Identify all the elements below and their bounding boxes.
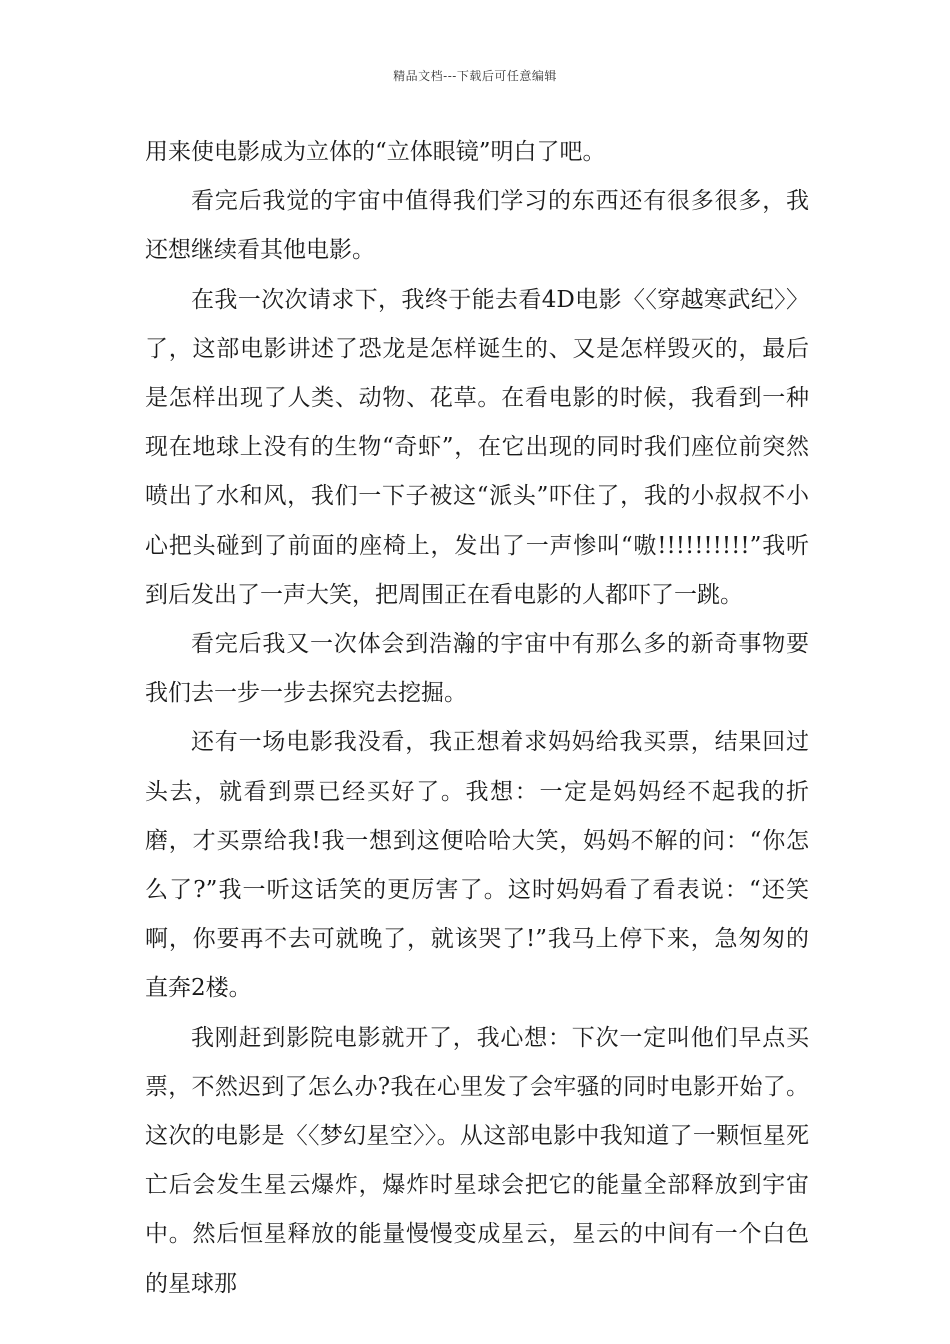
paragraph-1: 用来使电影成为立体的“立体眼镜”明白了吧。 <box>145 139 606 165</box>
paragraph-2: 看完后我觉的宇宙中值得我们学习的东西还有很多很多，我还想继续看其他电影。 <box>145 188 809 264</box>
paragraph-5: 还有一场电影我没看，我正想着求妈妈给我买票，结果回过头去，就看到票已经买好了。我想：一定是妈妈经不起我的折磨，才买票给我!我一想到这便哈哈大笑，妈妈不解的问：“你怎么了?”我一听这话笑的更厉害了。这时妈妈看了看表说：“还笑啊，你要再不去可就晚了，就该哭了!”我马上停下来，急匆匆的直奔2楼。 <box>145 729 809 1002</box>
paragraph-6: 我刚赶到影院电影就开了，我心想：下次一定叫他们早点买票，不然迟到了怎么办?我在心里发了会牢骚的同时电影开始了。这次的电影是〈〈梦幻星空〉〉。从这部电影中我知道了一颗恒星死亡后会发生星云爆炸，爆炸时星球会把它的能量全部释放到宇宙中。然后恒星释放的能量慢慢变成星云，星云的中间有一个白色的星球那 <box>145 1024 809 1297</box>
paragraph-4: 看完后我又一次体会到浩瀚的宇宙中有那么多的新奇事物要我们去一步一步去探究去挖掘。 <box>145 631 809 707</box>
document-body <box>145 128 809 1309</box>
paragraph-3: 在我一次次请求下，我终于能去看4D电影〈〈穿越寒武纪〉〉了，这部电影讲述了恐龙是怎样诞生的、又是怎样毁灭的，最后是怎样出现了人类、动物、花草。在看电影的时候，我看到一种现在地球上没有的生物“奇虾”，在它出现的同时我们座位前突然喷出了水和风，我们一下子被这“派头”吓住了，我的小叔叔不小心把头碰到了前面的座椅上，发出了一声惨叫“嗷!!!!!!!!!!”我听到后发出了一声大笑，把周围正在看电影的人都吓了一跳。 <box>145 286 809 608</box>
page-header: 精品文档---下载后可任意编辑 <box>393 69 557 83</box>
